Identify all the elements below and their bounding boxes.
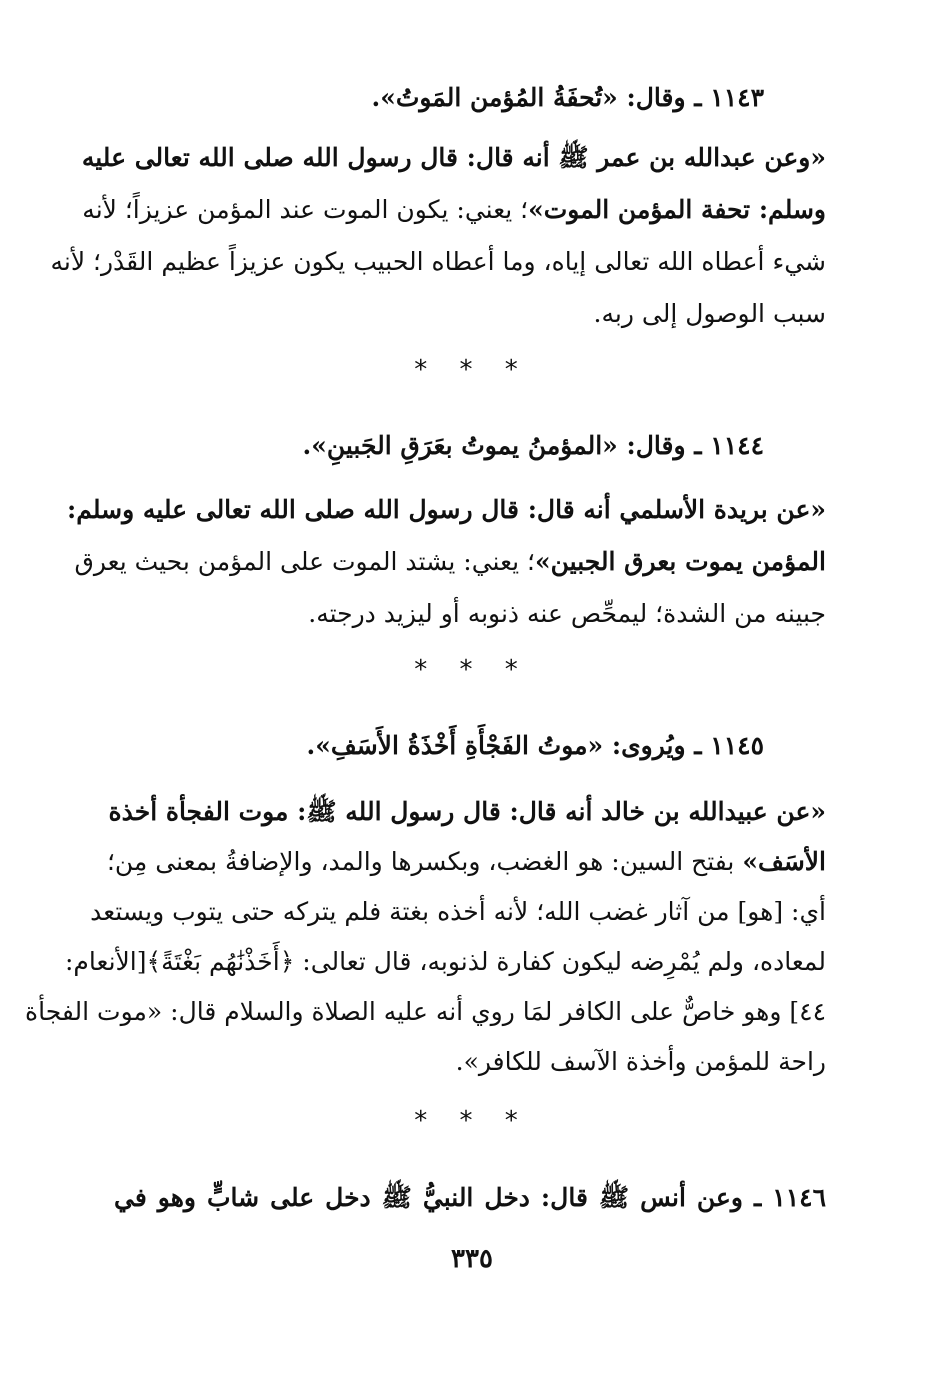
commentary-text: بفتح السين: هو الغضب، وبكسرها والمد، والإضافةُ بمعنى مِن؛: [106, 847, 743, 876]
entry-line: [82, 188, 826, 232]
commentary-text: ؛ يعني: يكون الموت عند المؤمن عزيزاً؛ لأنه: [82, 195, 529, 224]
entry-line: راحة للمؤمن وأخذة الآسف للكافر».: [455, 1047, 826, 1076]
entry-line: «وعن عبدالله بن عمر ﷺ أنه قال: قال رسول الله صلى الله تعالى عليه: [81, 143, 826, 172]
entry-line: «عن عبيدالله بن خالد أنه قال: قال رسول الله ﷺ: موت الفجأة أخذة: [108, 797, 826, 826]
entry-line: لمعاده، ولم يُمْرِضه ليكون كفارة لذنوبه، قال تعالى: ﴿أَخَذْنَٰهُم بَغْتَةً﴾[الأنعام:: [65, 947, 826, 976]
entry-line: [74, 540, 826, 584]
quoted-hadith: المؤمن يموت بعرق الجبين»: [535, 547, 826, 576]
page-number: ٣٣٥: [451, 1244, 493, 1274]
section-separator: * * *: [414, 1106, 530, 1136]
section-separator: * * *: [414, 655, 530, 685]
entry-heading-1144: ١١٤٤ ـ وقال: «المؤمنُ يموتُ بعَرَقِ الجَبينِ».: [302, 431, 764, 460]
commentary-text: ؛ يعني: يشتد الموت على المؤمن بحيث يعرق: [74, 547, 536, 576]
entry-line: «عن بريدة الأسلمي أنه قال: قال رسول الله صلى الله تعالى عليه وسلم:: [67, 495, 826, 524]
entry-heading-1146: ١١٤٦ ـ وعن أنس ﷺ قال: دخل النبيُّ ﷺ دخل على شابٍّ وهو في: [114, 1183, 826, 1212]
entry-line: ٤٤] وهو خاصٌّ على الكافر لمَا روي أنه عليه الصلاة والسلام قال: «موت الفجأة: [25, 997, 826, 1026]
quoted-hadith: وسلم: تحفة المؤمن الموت»: [528, 195, 826, 224]
entry-line: [106, 840, 826, 884]
entry-line: جبينه من الشدة؛ ليمحِّص عنه ذنوبه أو ليزيد درجته.: [308, 599, 826, 628]
section-separator: * * *: [414, 355, 530, 385]
entry-heading-1143: ١١٤٣ ـ وقال: «تُحفَةُ المُؤمن المَوتُ».: [371, 83, 764, 112]
entry-line: أي: [هو] من آثار غضب الله؛ لأنه أخذه بغتة فلم يتركه حتى يتوب ويستعد: [90, 897, 826, 926]
quoted-hadith: الأسَف»: [742, 847, 826, 876]
entry-line: شيء أعطاه الله تعالى إياه، وما أعطاه الحبيب يكون عزيزاً عظيم القَدْر؛ لأنه: [50, 247, 826, 276]
entry-line: سبب الوصول إلى ربه.: [593, 299, 826, 328]
entry-heading-1145: ١١٤٥ ـ ويُروى: «موتُ الفَجْأَةِ أَخْذَةُ الأَسَفِ».: [306, 731, 764, 760]
